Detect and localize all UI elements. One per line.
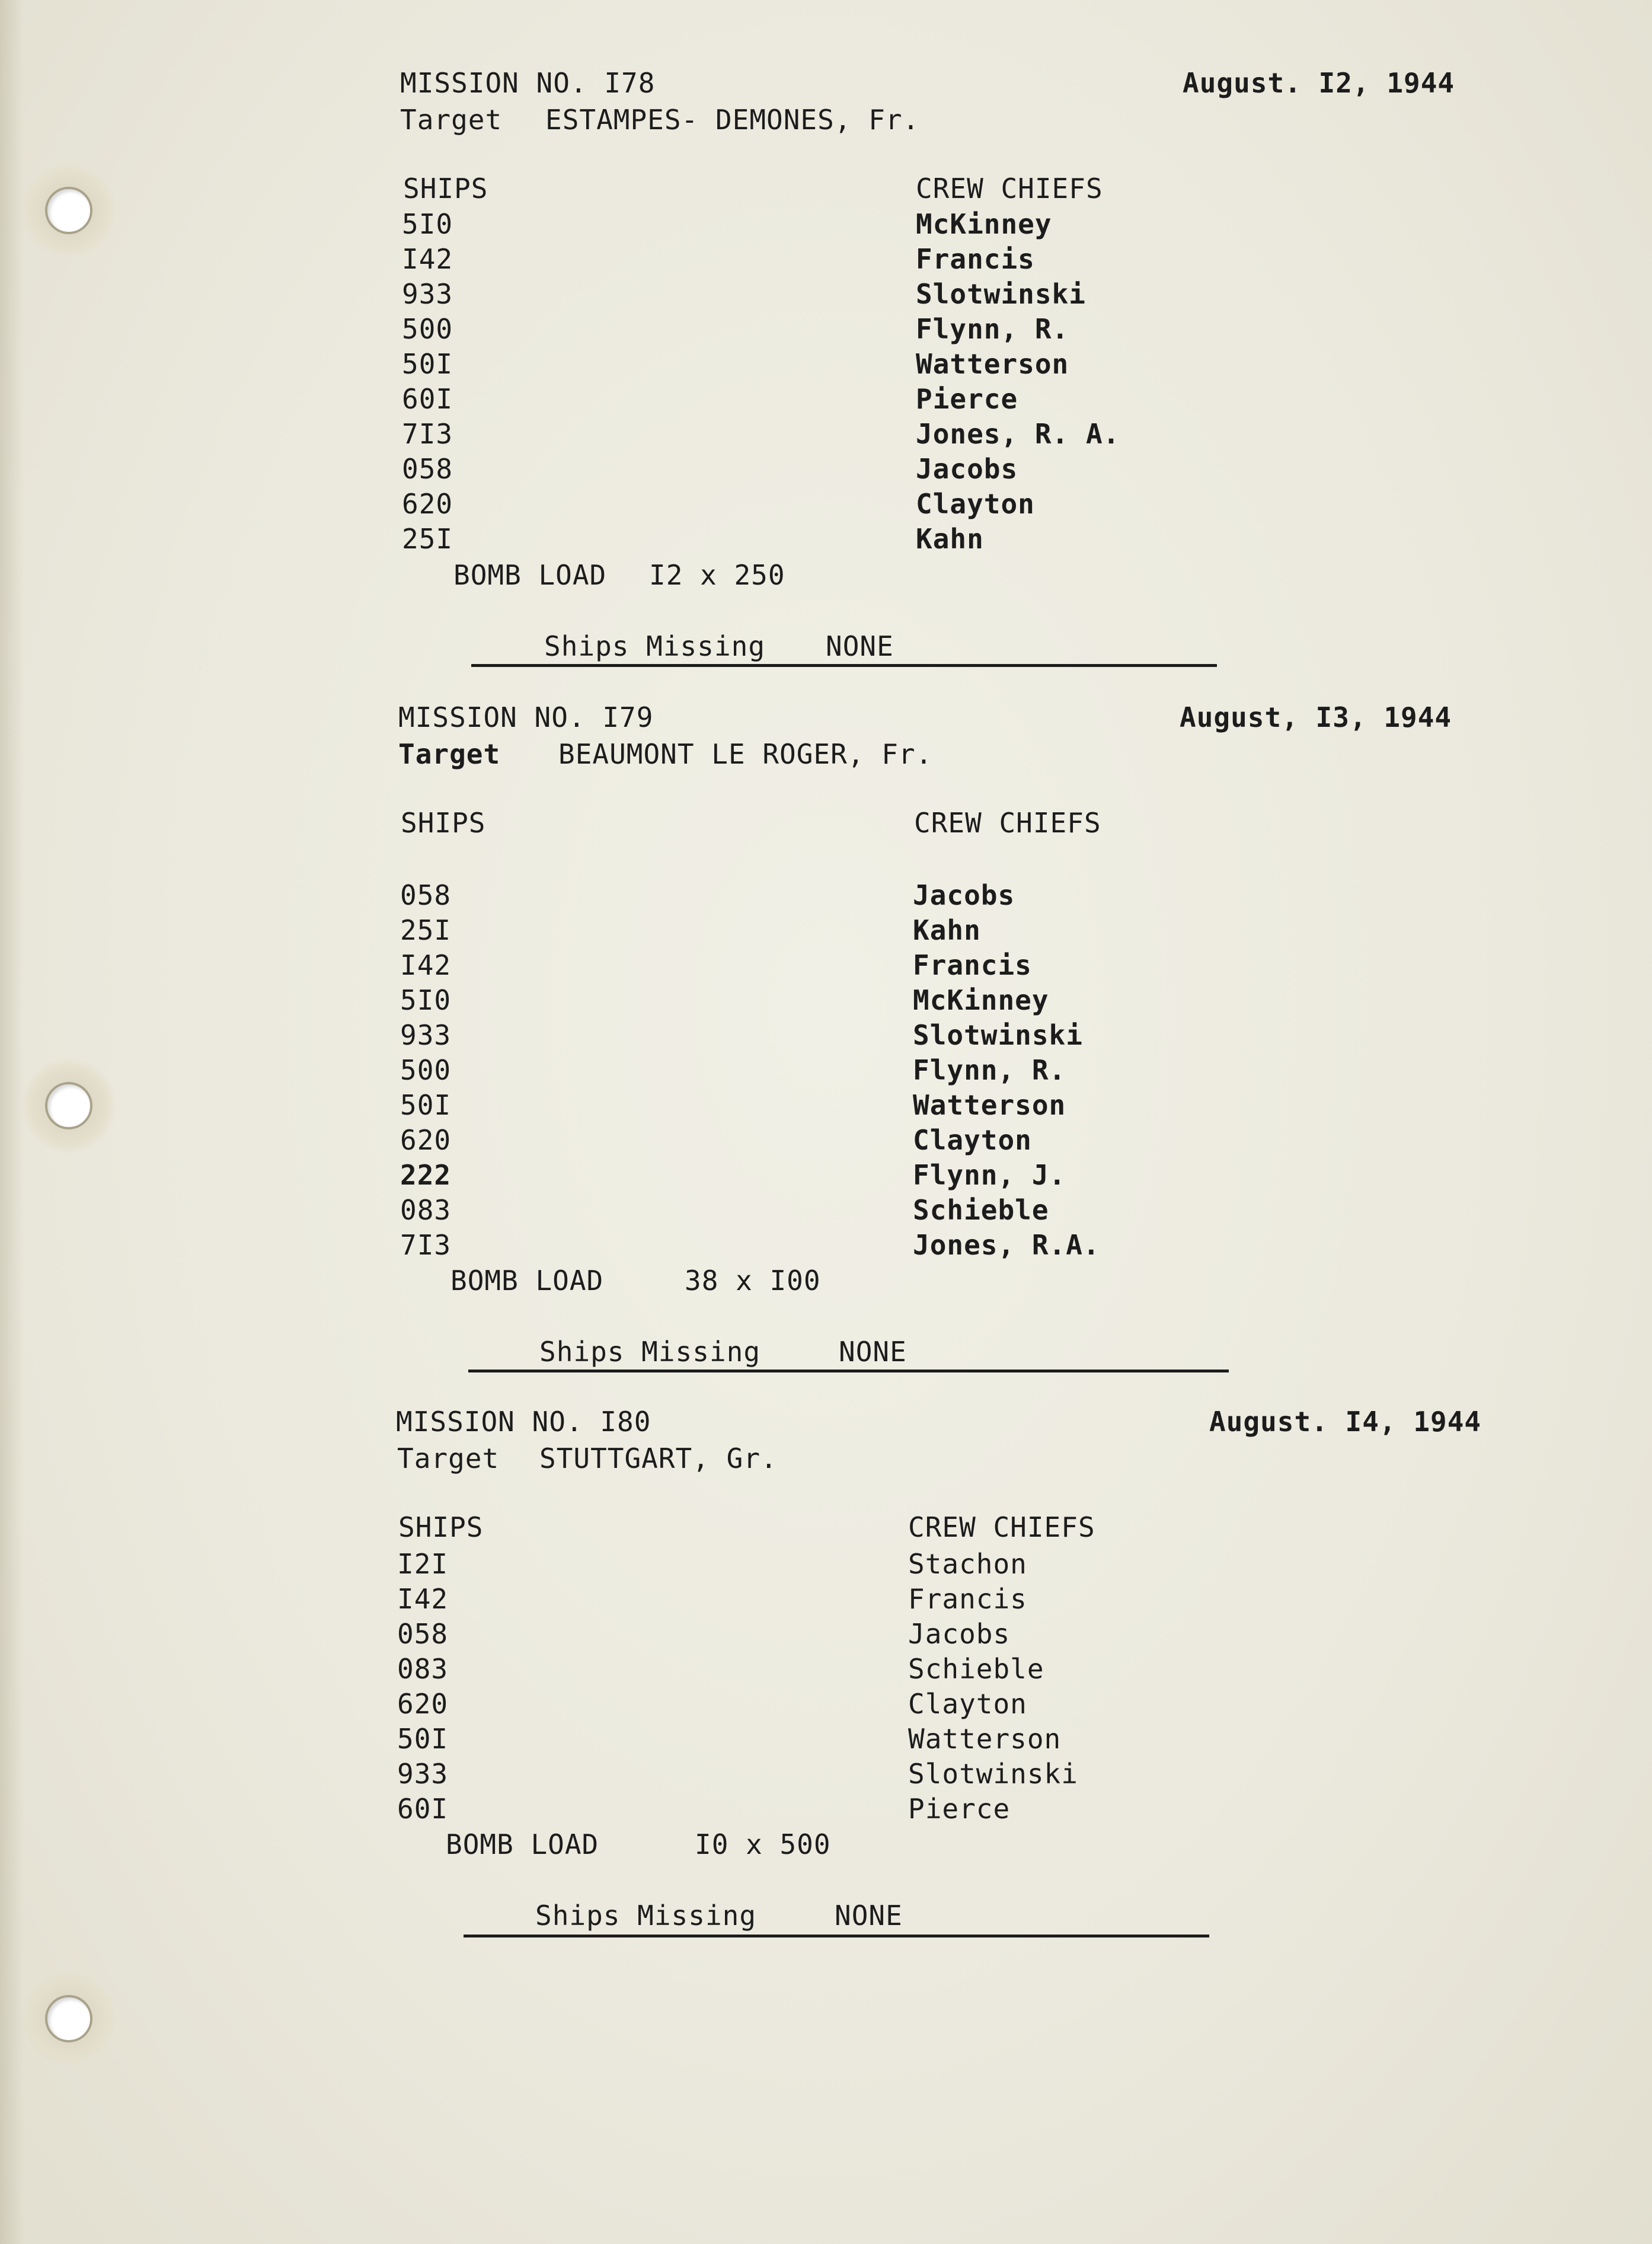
table-row [0,1158,1652,1193]
table-row [0,1547,1652,1582]
table-row [0,949,1652,984]
crew-chiefs-header: CREW CHIEFS [914,807,1101,839]
ship-number: 25I [402,523,453,555]
table-row [0,208,1652,242]
crew-chief-name: Flynn, J. [913,1159,1066,1191]
crew-chief-name: Schieble [908,1653,1044,1685]
ship-number: I42 [397,1583,449,1615]
ships-missing-label: Ships Missing [544,630,766,662]
target-name: ESTAMPES- DEMONES, Fr. [545,104,920,136]
ships-missing-value: NONE [835,1900,903,1932]
table-row [0,242,1652,277]
crew-chief-name: Clayton [913,1124,1032,1156]
ship-number: 058 [400,879,452,911]
table-row [0,1722,1652,1757]
table-row [0,984,1652,1019]
crew-chief-name: Jones, R. A. [916,418,1120,450]
crew-chief-name: Jacobs [913,879,1015,911]
ships-header: SHIPS [398,1511,484,1543]
table-row [0,417,1652,452]
table-row [0,1123,1652,1158]
crew-chiefs-header: CREW CHIEFS [908,1511,1095,1543]
ships-missing-underline [468,1370,1229,1372]
crew-chief-name: Jacobs [916,453,1018,485]
ship-number: I42 [400,949,452,981]
crew-chief-name: Francis [913,949,1032,981]
crew-chiefs-header: CREW CHIEFS [916,173,1103,205]
table-row [0,1193,1652,1228]
target-label: Target [397,1442,500,1474]
table-row [0,1228,1652,1263]
crew-chief-name: Slotwinski [916,278,1086,310]
ships-missing-label: Ships Missing [535,1900,757,1932]
ship-number: 222 [400,1159,452,1191]
table-row [0,1089,1652,1123]
crew-chief-name: Francis [908,1583,1027,1615]
mission-date: August, I3, 1944 [1180,701,1452,733]
table-row [0,1792,1652,1827]
crew-chief-name: Stachon [908,1548,1027,1580]
ship-number: 083 [400,1194,452,1226]
mission-number: MISSION NO. I78 [400,67,656,99]
target-label: Target [400,104,503,136]
ship-number: 50I [400,1089,452,1121]
ship-number: 620 [400,1124,452,1156]
table-row [0,1687,1652,1722]
crew-chief-name: Clayton [916,488,1035,520]
crew-chief-name: Schieble [913,1194,1049,1226]
ship-number: 058 [397,1618,449,1650]
table-row [0,312,1652,347]
bomb-load-label: BOMB LOAD [446,1828,599,1860]
ships-header: SHIPS [403,173,488,205]
table-row [0,914,1652,949]
table-row [0,452,1652,487]
crew-chief-name: McKinney [916,208,1052,240]
crew-chief-name: Watterson [913,1089,1066,1121]
crew-chief-name: Clayton [908,1688,1027,1720]
mission-number: MISSION NO. I80 [396,1406,651,1438]
table-row [0,1617,1652,1652]
bomb-load-label: BOMB LOAD [450,1265,604,1297]
ship-number: 933 [400,1019,452,1051]
ships-missing-underline [464,1935,1209,1937]
crew-chief-name: Flynn, R. [916,313,1069,345]
table-row [0,1019,1652,1054]
target-name: STUTTGART, Gr. [539,1442,778,1474]
bomb-load-value: I2 x 250 [649,559,785,591]
ship-number: 60I [397,1793,449,1825]
bomb-load-value: I0 x 500 [695,1828,831,1860]
table-row [0,277,1652,312]
crew-chief-name: Pierce [916,383,1018,415]
ship-number: 500 [402,313,453,345]
ship-number: 7I3 [400,1229,452,1261]
mission-number: MISSION NO. I79 [398,701,654,733]
crew-chief-name: Francis [916,243,1035,275]
table-row [0,1582,1652,1617]
ship-number: 058 [402,453,453,485]
crew-chief-name: Flynn, R. [913,1054,1066,1086]
table-row [0,522,1652,557]
table-row [0,879,1652,914]
ship-number: 933 [397,1758,449,1790]
mission-date: August. I2, 1944 [1183,67,1455,99]
ship-number: 5I0 [400,984,452,1016]
crew-chief-name: Kahn [916,523,984,555]
ship-number: 60I [402,383,453,415]
crew-chief-name: Slotwinski [908,1758,1078,1790]
ship-number: 620 [397,1688,449,1720]
crew-chief-name: Watterson [908,1723,1062,1755]
ships-header: SHIPS [401,807,486,839]
bomb-load-value: 38 x I00 [685,1265,821,1297]
ships-missing-label: Ships Missing [539,1336,761,1368]
ship-number: I2I [397,1548,449,1580]
ship-number: 50I [397,1723,449,1755]
target-label: Target [398,738,501,770]
crew-chief-name: McKinney [913,984,1049,1016]
ships-missing-value: NONE [826,630,894,662]
ship-number: 50I [402,348,453,380]
crew-chief-name: Kahn [913,914,981,946]
crew-chief-name: Jones, R.A. [913,1229,1100,1261]
ship-number: 500 [400,1054,452,1086]
table-row [0,382,1652,417]
table-row [0,1054,1652,1089]
ships-missing-underline [471,664,1217,667]
ships-missing-value: NONE [839,1336,907,1368]
ship-number: 933 [402,278,453,310]
ship-number: I42 [402,243,453,275]
table-row [0,1757,1652,1792]
mission-date: August. I4, 1944 [1209,1406,1482,1438]
ship-number: 7I3 [402,418,453,450]
crew-chief-name: Jacobs [908,1618,1011,1650]
table-row [0,1652,1652,1687]
crew-chief-name: Watterson [916,348,1069,380]
ship-number: 5I0 [402,208,453,240]
ship-number: 620 [402,488,453,520]
crew-chief-name: Slotwinski [913,1019,1083,1051]
target-name: BEAUMONT LE ROGER, Fr. [558,738,933,770]
ship-number: 083 [397,1653,449,1685]
ship-number: 25I [400,914,452,946]
bomb-load-label: BOMB LOAD [453,559,607,591]
table-row [0,347,1652,382]
table-row [0,487,1652,522]
punch-hole-bottom [21,1971,116,2066]
crew-chief-name: Pierce [908,1793,1011,1825]
